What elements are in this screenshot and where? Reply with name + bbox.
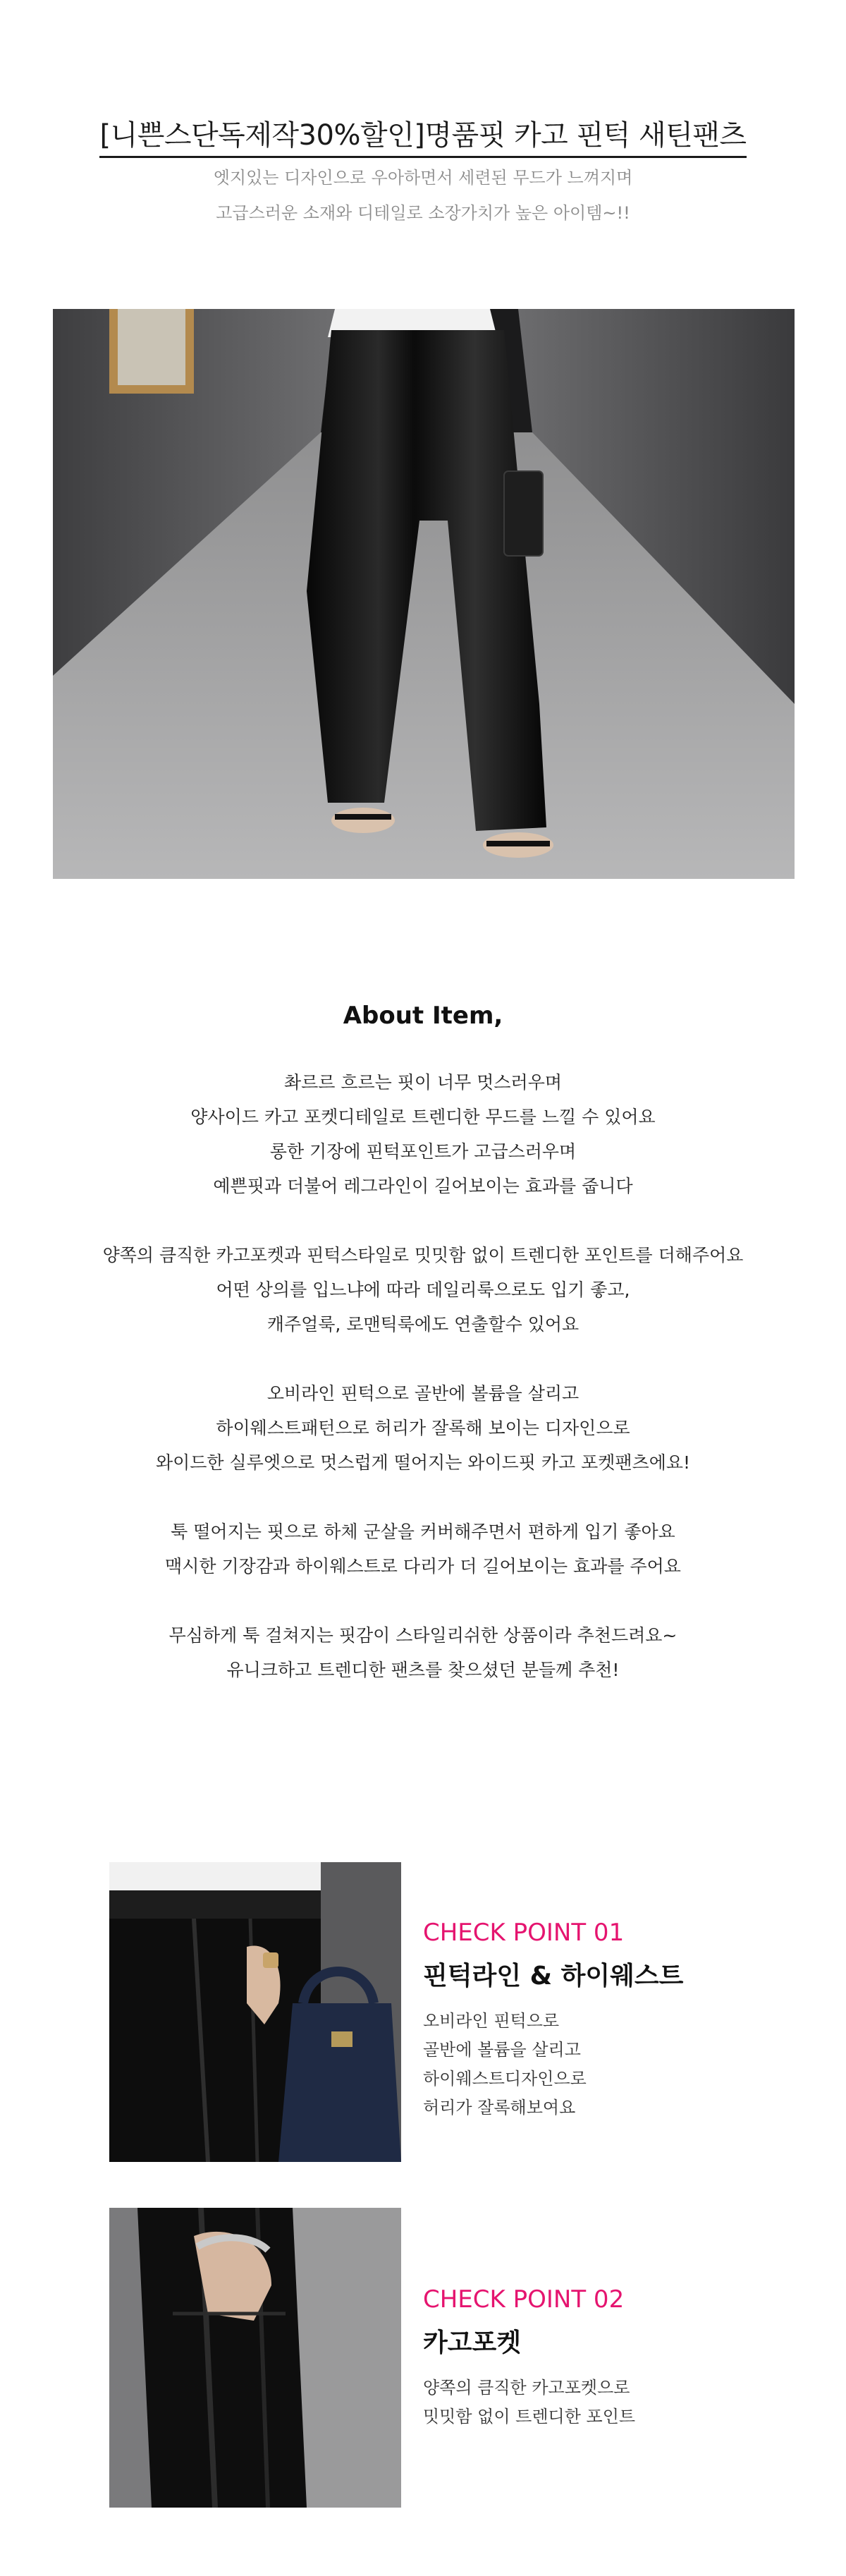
about-line: 캐주얼룩, 로맨틱룩에도 연출할수 있어요 (266, 1314, 580, 1335)
check-point-1-desc-line: 골반에 볼륨을 살리고 (423, 2040, 581, 2060)
check-point-2-title: CHECK POINT 02 (423, 2285, 625, 2314)
about-line: 툭 떨어지는 핏으로 하체 군살을 커버해주면서 편하게 입기 좋아요 (171, 1521, 675, 1542)
check-point-1-description (423, 2007, 587, 2122)
about-line: 양쪽의 큼직한 카고포켓과 핀턱스타일로 밋밋함 없이 트렌디한 포인트를 더해주어요 (102, 1245, 744, 1265)
hero-photo (53, 309, 795, 879)
check-point-1-subtitle: 핀턱라인 & 하이웨스트 (423, 1962, 684, 1991)
check-point-2-photo (109, 2208, 401, 2508)
about-line: 하이웨스트패턴으로 허리가 잘록해 보이는 디자인으로 (216, 1418, 630, 1438)
about-paragraph (0, 1238, 846, 1342)
check-point-1-desc-line: 하이웨스트디자인으로 (423, 2069, 587, 2089)
about-line: 오비라인 핀턱으로 골반에 볼륨을 살리고 (266, 1383, 580, 1404)
check-point-1-photo (109, 1862, 401, 2162)
check-point-2-desc-line: 밋밋함 없이 트렌디한 포인트 (423, 2407, 636, 2426)
hero-photo-illustration (53, 309, 795, 879)
about-paragraph (0, 1514, 846, 1584)
about-paragraph (0, 1618, 846, 1687)
about-paragraph (0, 1065, 846, 1203)
check-point-2-subtitle: 카고포켓 (423, 2328, 522, 2357)
about-line: 와이드한 실루엣으로 멋스럽게 떨어지는 와이드핏 카고 포켓팬츠에요! (155, 1452, 691, 1473)
check-point-2-illustration (109, 2208, 401, 2508)
check-point-1-title: CHECK POINT 01 (423, 1919, 625, 1947)
check-point-1-illustration (109, 1862, 401, 2162)
about-paragraph (0, 1376, 846, 1480)
about-line: 양사이드 카고 포켓디테일로 트렌디한 무드를 느낄 수 있어요 (190, 1107, 656, 1127)
product-title (0, 113, 846, 153)
about-line: 예쁜핏과 더불어 레그라인이 길어보이는 효과를 줍니다 (213, 1176, 633, 1196)
check-point-2-description (423, 2374, 635, 2431)
check-point-1-desc-line: 허리가 잘록해보여요 (423, 2098, 576, 2118)
subtitle-line-1: 엣지있는 디자인으로 우아하면서 세련된 무드가 느껴지며 (213, 168, 633, 188)
subtitle-line-2: 고급스러운 소재와 디테일로 소장가치가 높은 아이템~!! (216, 203, 630, 223)
product-title-text: [니쁜스단독제작30%할인]명품핏 카고 핀턱 새틴팬츠 (99, 119, 746, 158)
about-line: 유니크하고 트렌디한 팬츠를 찾으셨던 분들께 추천! (226, 1660, 620, 1680)
about-line: 롱한 기장에 핀턱포인트가 고급스러우며 (269, 1141, 577, 1162)
check-point-1-desc-line: 오비라인 핀턱으로 (423, 2011, 560, 2031)
about-heading: About Item, (343, 1002, 503, 1030)
about-line: 어떤 상의를 입느냐에 따라 데일리룩으로도 입기 좋고, (216, 1280, 630, 1300)
check-point-2-desc-line: 양쪽의 큼직한 카고포켓으로 (423, 2378, 630, 2398)
about-line: 촤르르 흐르는 핏이 너무 멋스러우며 (283, 1072, 563, 1093)
about-body (0, 1065, 846, 1722)
about-line: 무심하게 툭 걸쳐지는 핏감이 스타일리쉬한 상품이라 추천드려요~ (168, 1625, 678, 1646)
about-line: 맥시한 기장감과 하이웨스트로 다리가 더 길어보이는 효과를 주어요 (165, 1556, 681, 1576)
